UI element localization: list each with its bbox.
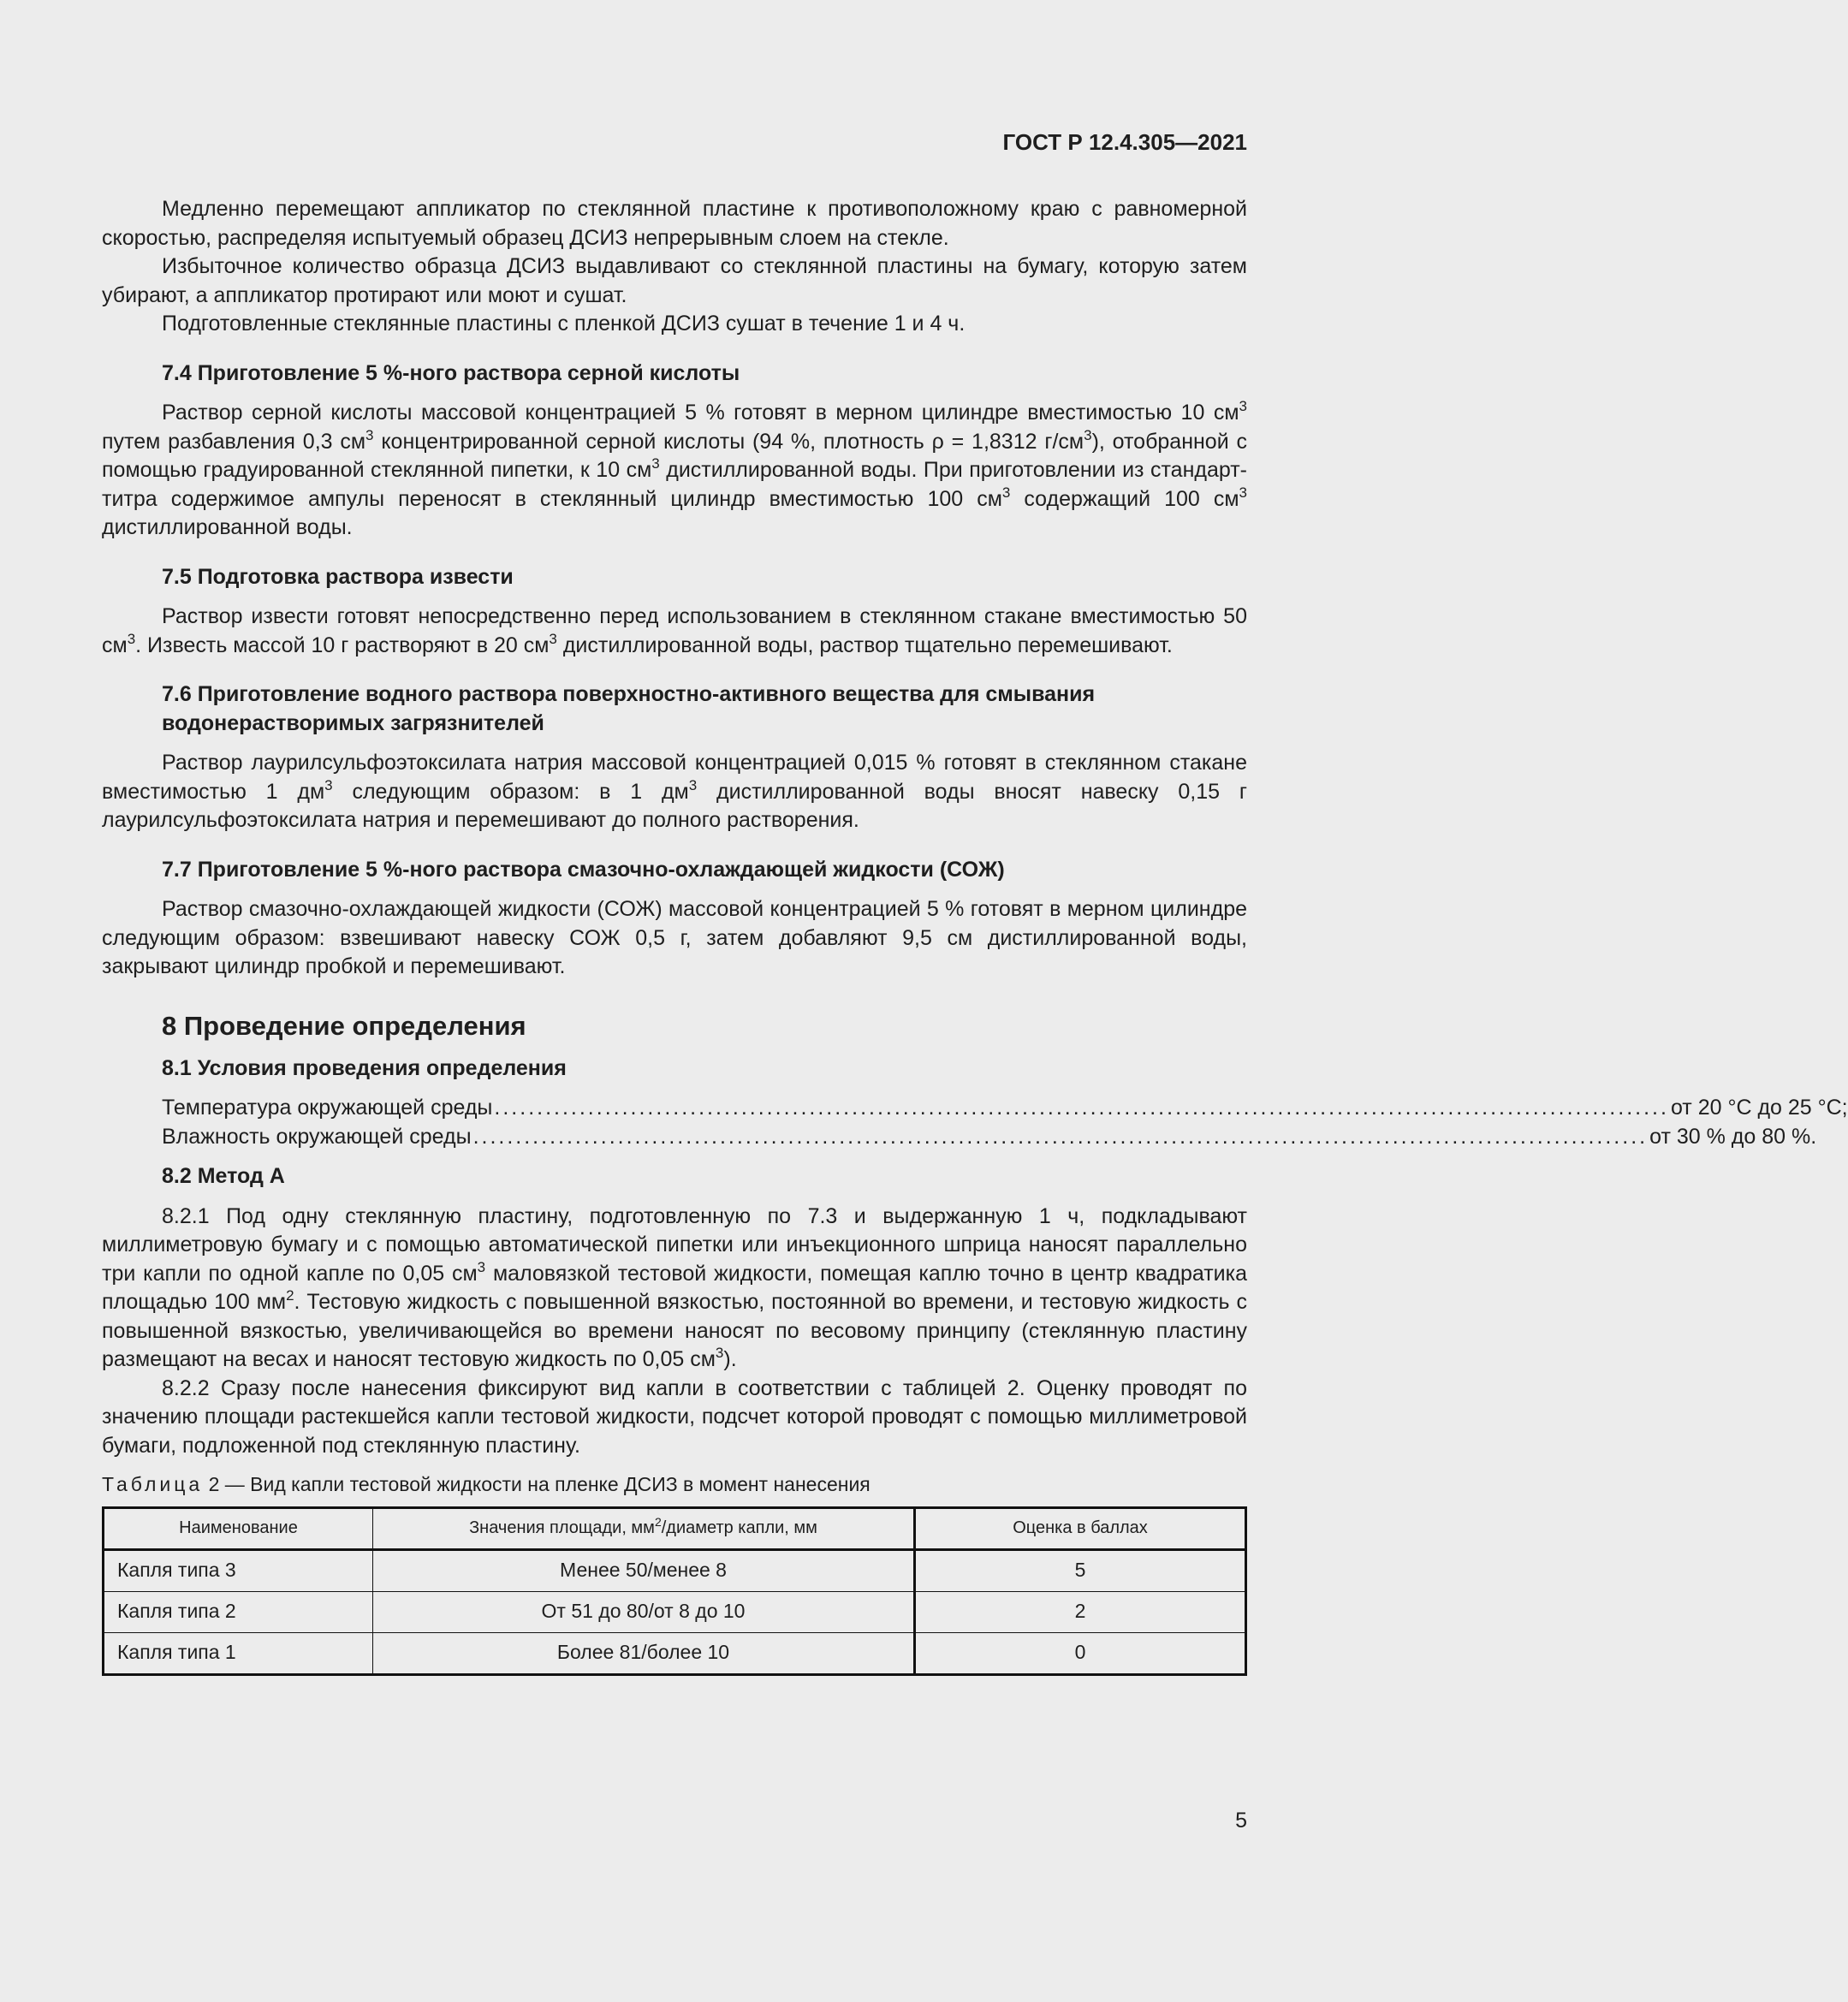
- section-8-2-2-paragraph: 8.2.2 Сразу после нанесения фиксируют вид капли в соответствии с таблицей 2. Оценку проводят по значению площади растекшейся капли тестовой жидкости, подсчет которой проводят с помощью миллиметровой бумаги, подложенной под стеклянную пластину.: [102, 1375, 1247, 1458]
- section-8-title: 8 Проведение определения: [162, 1010, 526, 1041]
- table-caption: Таблица 2 — Вид капли тестовой жидкости на пленке ДСИЗ в момент нанесения: [102, 1473, 871, 1495]
- section-7-5-paragraph: Раствор извести готовят непосредственно перед использованием в стеклянном стакане вместимостью 50 $см^3$. Известь массой 10 г растворяют в 20 $см^3$ дистиллированной воды, раствор тщательно перемешивают.: [102, 604, 1247, 657]
- cell-name: Капля типа 2: [104, 1591, 373, 1632]
- cell-area: От 51 до 80/от 8 до 10: [373, 1591, 915, 1632]
- cell-area: Менее 50/менее 8: [373, 1549, 915, 1591]
- table-row: [104, 1632, 1246, 1674]
- cell-name: Капля типа 1: [104, 1632, 373, 1674]
- section-7-4-paragraph: Раствор серной кислоты массовой концентрацией 5 % готовят в мерном цилиндре вместимостью 10 $см^3$ путем разбавления 0,3 $см^3$ концентрированной серной кислоты (94 %, плотность ρ = 1,8312 $г/см^3$), отобранной с помощью градуированной стеклянной пипетки, к 10 $см^3$ дистиллированной воды. При приготовлении из стандарт-титра содержимое ампулы переносят в стеклянный цилиндр вместимостью 100 $см^3$ содержащий 100 $см^3$ дистиллированной воды.: [102, 398, 1247, 539]
- page-number: 5: [1235, 1809, 1247, 1833]
- intro-paragraph-3: Подготовленные стеклянные пластины с пленкой ДСИЗ сушат в течение 1 и 4 ч.: [162, 312, 966, 336]
- section-7-4-title: 7.4 Приготовление 5 %-ного раствора серной кислоты: [162, 360, 740, 385]
- condition-row-temperature: Температура окружающей среды .......................................................................................................................................... от 20 °С до 25 °С;: [162, 1096, 1848, 1120]
- section-7-5-title: 7.5 Подготовка раствора извести: [162, 564, 514, 589]
- table-header-row: [104, 1507, 1246, 1549]
- drop-type-table: [102, 1506, 1247, 1676]
- section-8-2-1-paragraph: 8.2.1 Под одну стеклянную пластину, подготовленную по 7.3 и выдержанную 1 ч, подкладывают миллиметровую бумагу и с помощью автоматической пипетки или инъекционного шприца наносят параллельно три капли по одной капле по 0,05 $см^3$ маловязкой тестовой жидкости, помещая каплю точно в центр квадратика площадью 100 $мм^2$. Тестовую жидкость с повышенной вязкостью, постоянной во времени, и тестовую жидкость с повышенной вязкостью, увеличивающейся во времени наносят по весовому принципу (стеклянную пластину размещают на весах и наносят тестовую жидкость по 0,05 $см^3$).: [102, 1203, 1248, 1371]
- document-code: ГОСТ Р 12.4.305—2021: [1002, 129, 1247, 155]
- cell-score: 5: [915, 1549, 1246, 1591]
- column-header-area: Значения площади, $мм^2$/диаметр капли, мм: [373, 1507, 915, 1549]
- conditions-list: [102, 1094, 1848, 1151]
- section-7-7-paragraph: Раствор смазочно-охлаждающей жидкости (СОЖ) массовой концентрацией 5 % готовят в мерном цилиндре следующим образом: взвешивают навеску СОЖ 0,5 г, затем добавляют 9,5 см дистиллированной воды, закрывают цилиндр пробкой и перемешивают.: [102, 897, 1247, 978]
- section-8-1-title: 8.1 Условия проведения определения: [162, 1055, 567, 1080]
- section-7-7-title: 7.7 Приготовление 5 %-ного раствора смазочно-охлаждающей жидкости (СОЖ): [162, 857, 1005, 882]
- section-7-6-paragraph: Раствор лаурилсульфоэтоксилата натрия массовой концентрацией 0,015 % готовят в стеклянном стакане вместимостью 1 $дм^3$ следующим образом: в 1 $дм^3$ дистиллированной воды вносят навеску 0,15 г лаурилсульфоэтоксилата натрия и перемешивают до полного растворения.: [102, 751, 1247, 832]
- intro-paragraph-1: Медленно перемещают аппликатор по стеклянной пластине к противоположному краю с равномерной скоростью, распределяя испытуемый образец ДСИЗ непрерывным слоем на стекле.: [102, 197, 1247, 250]
- column-header-score: Оценка в баллах: [915, 1507, 1246, 1549]
- section-7-6-title: 7.6 Приготовление водного раствора поверхностно-активного вещества для смывания водонерастворимых загрязнителей: [162, 682, 1096, 735]
- table-row: [104, 1591, 1246, 1632]
- cell-name: Капля типа 3: [104, 1549, 373, 1591]
- condition-row-humidity: Влажность окружающей среды .......................................................................................................................................... от 30 % до 80 %.: [162, 1124, 1817, 1149]
- section-8-2-title: 8.2 Метод А: [162, 1164, 285, 1188]
- column-header-name: Наименование: [104, 1507, 373, 1549]
- cell-score: 2: [915, 1591, 1246, 1632]
- intro-paragraph-2: Избыточное количество образца ДСИЗ выдавливают со стеклянной пластины на бумагу, которую затем убирают, а аппликатор протирают или моют и сушат.: [102, 254, 1247, 307]
- table-row: [104, 1549, 1246, 1591]
- document-body: [102, 195, 1848, 1676]
- cell-area: Более 81/более 10: [373, 1632, 915, 1674]
- cell-score: 0: [915, 1632, 1246, 1674]
